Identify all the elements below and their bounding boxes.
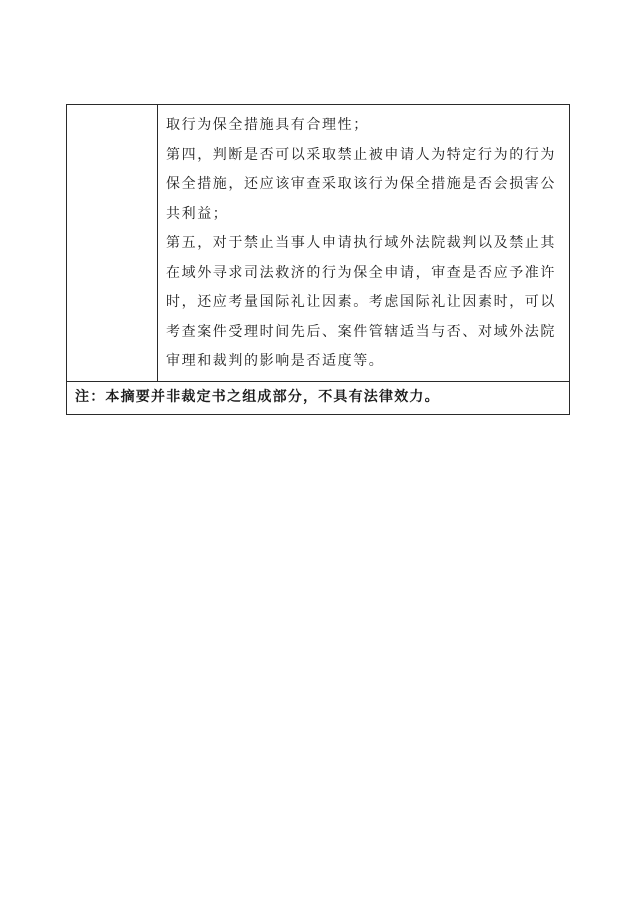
text-line-1: 取行为保全措施具有合理性； <box>166 117 369 133</box>
note-row <box>67 381 570 414</box>
content-row <box>67 105 570 382</box>
text-line-9: 审理和裁判的影响是否适度等。 <box>166 353 385 369</box>
summary-table <box>66 104 570 415</box>
text-line-8: 考查案件受理时间先后、案件管辖适当与否、对域外法院 <box>166 323 556 340</box>
left-label-cell <box>67 105 158 382</box>
content-cell <box>158 105 570 382</box>
text-line-2: 第四，判断是否可以采取禁止被申请人为特定行为的行为 <box>166 146 556 163</box>
text-line-7: 时，还应考量国际礼让因素。考虑国际礼让因素时，可以 <box>166 294 556 310</box>
text-line-5: 第五，对于禁止当事人申请执行域外法院裁判以及禁止其 <box>166 235 556 251</box>
disclaimer-note: 注：本摘要并非裁定书之组成部分，不具有法律效力。 <box>67 381 570 414</box>
text-line-3: 保全措施，还应该审查采取该行为保全措施是否会损害公 <box>166 176 556 192</box>
text-line-4: 共利益； <box>166 205 229 222</box>
text-line-6: 在域外寻求司法救济的行为保全申请，审查是否应予准许 <box>166 264 556 281</box>
